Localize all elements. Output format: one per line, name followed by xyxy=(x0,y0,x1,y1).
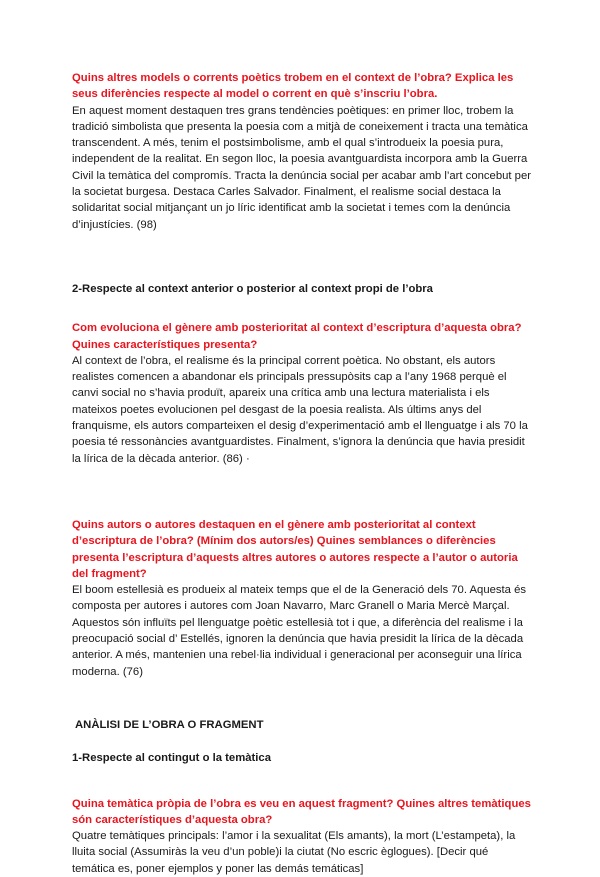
heading-content-theme: 1-Respecte al contingut o la temàtica xyxy=(72,752,272,765)
document-page xyxy=(72,70,534,877)
spacer xyxy=(72,233,534,281)
answer-genre-evolution: Al context de l’obra, el realisme és la principal corrent poètica. No obstant, els autors realistes comencen a abandonar els principals pressupòsits cap a l’any 1968 perquè el canvi social no s’havia produït, apareix una crítica amb una lectura materialista i els mateixos poetes evolucionen pel desgast de la poesia realista. Als últims anys del franquisme, els autors comparteixen el desig d’experimentació amb el llenguatge i als 70 la poesia té ressonàncies avantguardistes. Finalment, s’ignora la denúncia que havia presidit la lírica de la dècada anterior. (86) · xyxy=(72,354,528,465)
spacer xyxy=(72,680,534,717)
question-theme: Quina temàtica pròpia de l’obra es veu en aquest fragment? Quines altres temàtiques són característiques d’aquesta obra? xyxy=(72,797,531,826)
question-later-authors: Quins autors o autores destaquen en el gènere amb posterioritat al context d’escriptura de l’obra? (Mínim dos autors/es) Quines semblances o diferències presenta l’escriptura d’aquests altres autores o autores respecte a l’autor o autoria del fragment? xyxy=(72,518,518,580)
answer-theme: Quatre temàtiques principals: l’amor i la sexualitat (Els amants), la mort (L’estampeta), la lluita social (Assumiràs la veu d’un poble)i la ciutat (No escric èglogues). [Decir qué temática es, poner ejemplos y poner las demás temáticas] xyxy=(72,830,516,875)
heading-analysis: ANÀLISI DE L’OBRA O FRAGMENT xyxy=(75,718,264,731)
question-genre-evolution: Com evoluciona el gènere amb posterioritat al context d’escriptura d’aquesta obra? Quines característiques presenta? xyxy=(72,322,522,351)
question-other-models: Quins altres models o corrents poètics trobem en el context de l’obra? Explica les seus diferències respecte al model o corrent en què s’inscriu l’obra. xyxy=(72,72,514,101)
spacer xyxy=(72,767,534,796)
spacer xyxy=(72,733,534,750)
answer-other-models: En aquest moment destaquen tres grans tendències poètiques: en primer lloc, trobem la tradició simbolista que presenta la poesia com a mitjà de coneixement i tracta una temàtica transcendent. A més, tenim el postsimbolisme, amb el qual s’introdueix la poesia pura, independent de la realitat. En segon lloc, la poesia avantguardista incorpora amb la Guerra Civil la temàtica del compromís. Tracta la denúncia social per acabar amb l’art concebut per la societat burgesa. Destaca Carles Salvador. Finalment, el realisme social destaca la solidaritat social mitjançant un jo líric identificat amb la societat i temes com la denúncia d’injustícies. (98) xyxy=(72,104,531,231)
spacer xyxy=(72,467,534,517)
spacer xyxy=(72,297,534,320)
heading-context: 2-Respecte al context anterior o posterior al context propi de l’obra xyxy=(72,282,433,295)
answer-later-authors: El boom estellesià es produeix al mateix temps que el de la Generació dels 70. Aquesta és composta per autores i autores com Joan Navarro, Marc Granell o Maria Mercè Marçal. Aquestos són influïts pel llenguatge poètic estellesià tot i que, a diferència del realisme i la preocupació social d’ Estellés, ignoren la denúncia que havia presidit la lírica de la dècada anterior. A més, mantenien una rebel·lia individual i generacional per aconseguir una lírica moderna. (76) xyxy=(72,584,527,678)
